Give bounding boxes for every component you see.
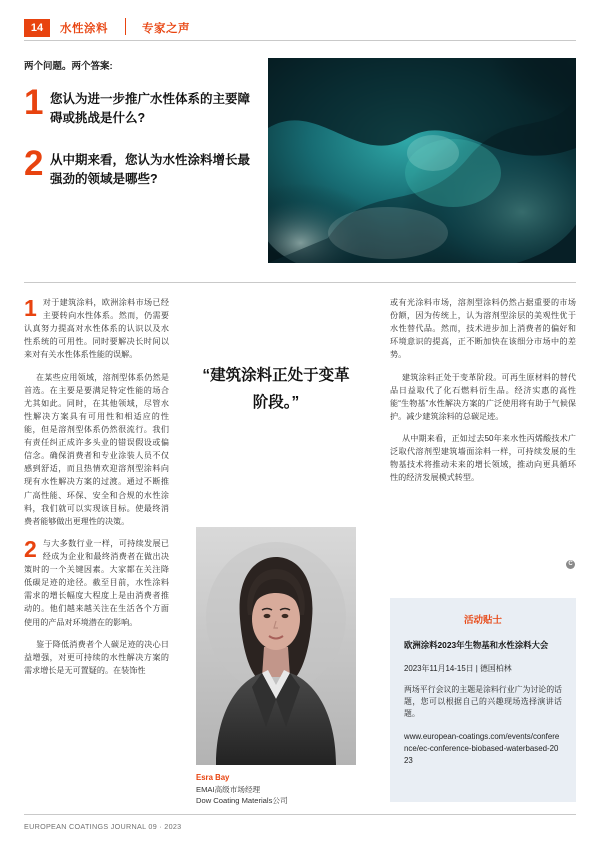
- paragraph: 1 对于建筑涂料，欧洲涂料市场已经主要转向水性体系。然而，仍需要认真努力提高对水性体系的认识以及水性系统的可用性。同时要解决长时间以来对有关水性体系性能的误解。: [24, 295, 169, 360]
- ink-swirl-graphic: [268, 58, 576, 263]
- event-heading: 欧洲涂料2023年生物基和水性涂料大会: [404, 640, 549, 650]
- paragraph: 在某些应用领域，溶剂型体系仍然是首选。在主要是要满足特定性能的场合尤其如此。同时，在其他领域，尽管水性解决方案具有可用性和相适应的性能，但是溶剂型体系仍然很流行。我们有责任纠正成许多头业的错误假设或偏信念。确保消费者和专业涂装人员不仅感到舒适，而且热情欢迎溶剂型涂料向现有水性解决方案的过渡。通过不断推广高性能、环保、安全和合规的水性涂料，我们就可以实现该目标。使最终消费者能够做出更理性的决策。: [24, 372, 169, 526]
- hero-image: [268, 58, 576, 263]
- event-link[interactable]: www.european-coatings.com/events/conference/ec-conference-biobased-waterbased-2023: [404, 731, 560, 766]
- caption-company: Dow Coating Materials公司: [196, 796, 288, 806]
- paragraph: 从中期来看，正如过去50年来水性丙烯酸技术广泛取代溶剂型建筑墙面涂料一样，可持续发展的生物基技术将推动未来的增长领域，推动向更具循环性的经济发展模式转型。: [390, 433, 576, 483]
- question-text: 从中期来看，您认为水性涂料增长最强劲的领域是哪些?: [50, 152, 251, 187]
- header-divider: [24, 40, 576, 41]
- portrait-caption: [196, 772, 366, 806]
- intro-block: [24, 58, 256, 210]
- page-folio: 14: [24, 19, 50, 37]
- paragraph-number: 1: [24, 295, 37, 321]
- paragraph: 鉴于降低消费者个人碳足迹的决心日益增强，对更可持续的水性解决方案的需求增长是无可置疑的。在装饰性: [24, 639, 169, 675]
- question-item: [24, 143, 256, 190]
- event-meta: 2023年11月14-15日 | 德国柏林: [404, 663, 512, 673]
- event-badge: 活动贴士: [463, 615, 502, 626]
- portrait-image: [196, 527, 356, 765]
- paragraph: 建筑涂料正处于变革阶段。可再生原材料的替代品日益取代了化石燃料衍生品。经济实惠的高性能“生物基”水性解决方案的广泛使用将有助于气候保护。减少建筑涂料的总碳足迹。: [390, 372, 576, 421]
- article-column-1: [24, 296, 169, 686]
- caption-title: EMAI高级市场经理: [196, 784, 261, 794]
- header-category: 水性涂料: [60, 23, 108, 35]
- hero-divider: [24, 282, 576, 283]
- question-item: [24, 83, 256, 129]
- pull-quote: “建筑涂料正处于变革阶段。”: [202, 367, 350, 412]
- article-column-3: [390, 296, 576, 493]
- footer-text: EUROPEAN COATINGS JOURNAL 09 · 2023: [24, 822, 182, 831]
- paragraph: 或有光涂料市场，溶剂型涂料仍然占据重要的市场份额，因为传统上，认为溶剂型涂层的美观性优于水性替代品。然而，技术进步加上消费者的偏好和环境意识的提高，正不断加快在该细分市场中的差势。: [390, 298, 576, 360]
- question-number: 2: [24, 143, 44, 183]
- paragraph-number: 2: [24, 535, 37, 562]
- caption-name: Esra Bay: [196, 773, 230, 782]
- event-description: 两场平行会议的主题是涂料行业广为讨论的话题，您可以根据自己的兴趣现场选择演讲话题。: [404, 684, 562, 719]
- question-text: 您认为进一步推广水性体系的主要障碍或挑战是什么?: [50, 92, 251, 126]
- question-number: 1: [24, 83, 44, 122]
- page-header: [24, 18, 576, 38]
- paragraph: 2 与大多数行业一样，可持续发展已经成为企业和最终消费者在做出决策时的一个关键因素。大家都在关注降低碳足迹的途径。截至目前，水性涂料需求的增长幅度大程度上是由消费者推动的。他们越来越关注在生活各个方面使用的产品对环境潜在的影响。: [24, 535, 169, 627]
- header-section: 专家之声: [142, 20, 190, 36]
- person-photo-graphic: [196, 527, 356, 765]
- footer-divider: [24, 814, 576, 815]
- event-tip-box: [390, 598, 576, 802]
- end-of-article-marker: C: [566, 560, 575, 569]
- intro-label: 两个问题。两个答案:: [24, 61, 113, 72]
